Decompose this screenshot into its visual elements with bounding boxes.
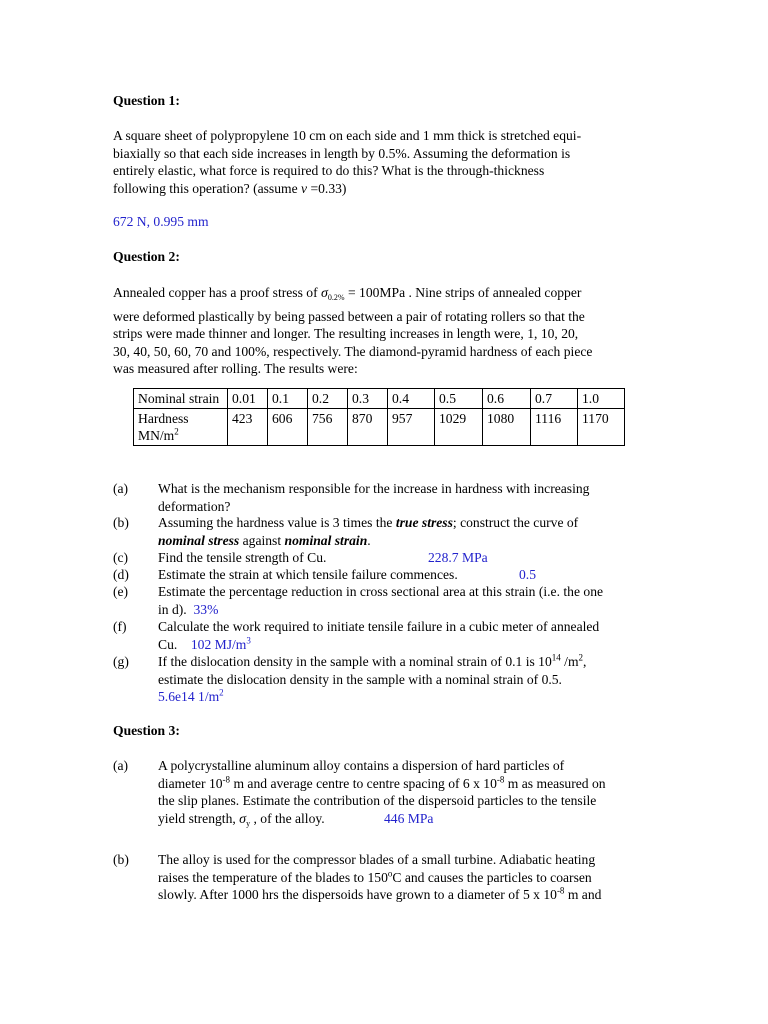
table-cell: 0.3 bbox=[348, 389, 388, 409]
table-cell: 1170 bbox=[578, 409, 625, 446]
answer-q3a: 446 MPa bbox=[384, 810, 434, 826]
q2-line: strips were made thinner and longer. The resulting increases in length were, 1, 10, 20, bbox=[113, 326, 579, 341]
item-label: (g) bbox=[113, 654, 129, 669]
table-header-cell: Hardness $MN/m^2$ bbox=[134, 409, 228, 446]
q2-item-c: Find the tensile strength of Cu. 228.7 MPa bbox=[158, 550, 488, 565]
q2-item-b: Assuming the hardness value is 3 times the true stress; construct the curve of nominal stress against nominal strain. bbox=[158, 515, 579, 548]
item-label: (c) bbox=[113, 550, 129, 565]
answer-e: 33% bbox=[193, 601, 219, 617]
q2-item-e: Estimate the percentage reduction in cross sectional area at this strain (i.e. the one in d). 33% bbox=[158, 584, 604, 617]
table-cell: 0.6 bbox=[483, 389, 531, 409]
item-label: (b) bbox=[113, 852, 129, 867]
table-cell: 606 bbox=[268, 409, 308, 446]
table-row bbox=[134, 389, 625, 409]
sigma-symbol: σ bbox=[239, 811, 247, 827]
table-cell: 0.2 bbox=[308, 389, 348, 409]
table-cell: 957 bbox=[388, 409, 435, 446]
q1-heading: Question 1: bbox=[113, 93, 180, 108]
item-label: (d) bbox=[113, 567, 129, 582]
table-cell: 0.4 bbox=[388, 389, 435, 409]
q2-line: was measured after rolling. The results were: bbox=[113, 361, 358, 376]
q2-item-d: Estimate the strain at which tensile failure commences. 0.5 bbox=[158, 567, 536, 582]
table-cell: 423 bbox=[228, 409, 268, 446]
nu-symbol: v bbox=[301, 180, 308, 196]
q2-item-f: Calculate the work required to initiate tensile failure in a cubic meter of annealed Cu. 102 $MJ/m^3$ bbox=[158, 619, 600, 652]
q2-item-g: If the dislocation density in the sample with a nominal strain of 0.1 is $10^{14}$ $/m^2$, estimate the dislocation density in the sample with a nominal strain of 0.5. 5.6e14 $1/m^2$ bbox=[158, 653, 658, 706]
q1-line: A square sheet of polypropylene 10 cm on each side and 1 mm thick is stretched equi- bbox=[113, 128, 582, 143]
q2-line: were deformed plastically by being passed between a pair of rotating rollers so that the bbox=[113, 308, 585, 324]
q1-line: biaxially so that each side increases in length by 0.5%. Assuming the deformation is bbox=[113, 145, 571, 161]
table-cell: 1029 bbox=[435, 409, 483, 446]
item-label: (a) bbox=[113, 481, 129, 496]
answer-c: 228.7 MPa bbox=[428, 550, 488, 565]
answer-d: 0.5 bbox=[519, 567, 536, 582]
sigma-symbol: σ bbox=[321, 286, 328, 301]
table-cell: 0.5 bbox=[435, 389, 483, 409]
table-cell: 1116 bbox=[531, 409, 578, 446]
item-label: (a) bbox=[113, 758, 129, 773]
table-cell: 756 bbox=[308, 409, 348, 446]
q1-line: following this operation? (assume v =0.33) bbox=[113, 180, 347, 196]
item-label: (f) bbox=[113, 619, 127, 634]
q3-item-b: The alloy is used for the compressor blades of a small turbine. Adiabatic heating raises the temperature of the blades to 150$^o$C and causes the particles to coarsen slowly. After 1000 hrs the dispersoids have grown to a diameter of 5 x $10^{-8}$ m and bbox=[158, 852, 602, 902]
hardness-table bbox=[133, 388, 625, 446]
item-label: (b) bbox=[113, 515, 129, 530]
q2-intro-line: Annealed copper has a proof stress of $\sigma_{0.2\%} = 100MPa$ . Nine strips of annealed copper bbox=[113, 285, 582, 302]
table-row bbox=[134, 409, 625, 446]
q1-line: entirely elastic, what force is required to do this? What is the through-thickness bbox=[113, 163, 545, 178]
q2-body bbox=[113, 284, 658, 378]
q2-heading: Question 2: bbox=[113, 249, 180, 264]
q3-heading: Question 3: bbox=[113, 723, 180, 738]
answer-f: 102 $MJ/m^3$ bbox=[190, 634, 251, 652]
q1-body bbox=[113, 127, 658, 197]
table-cell: 1080 bbox=[483, 409, 531, 446]
q3-item-a: A polycrystalline aluminum alloy contains a dispersion of hard particles of diameter $10^{-8}$ m and average centre to centre spacing of 6 x $10^{-8}$ m as measured on the slip planes. Estimate the contribution of the dispersoid particles to the tensile yield strength, $\sigma_y$ , of the alloy. 446 MPa bbox=[158, 758, 606, 828]
table-cell: 0.01 bbox=[228, 389, 268, 409]
table-cell: 1.0 bbox=[578, 389, 625, 409]
table-cell: 870 bbox=[348, 409, 388, 446]
item-label: (e) bbox=[113, 584, 129, 599]
answer-g: 5.6e14 $1/m^2$ bbox=[158, 687, 224, 704]
table-cell: 0.1 bbox=[268, 389, 308, 409]
table-cell: 0.7 bbox=[531, 389, 578, 409]
q1-answer: 672 N, 0.995 mm bbox=[113, 214, 209, 229]
table-header-cell: Nominal strain bbox=[134, 389, 228, 409]
q2-item-a: What is the mechanism responsible for the increase in hardness with increasing deformation? bbox=[158, 481, 590, 514]
q2-line: 30, 40, 50, 60, 70 and 100%, respectively. The diamond-pyramid hardness of each piece bbox=[113, 343, 593, 359]
